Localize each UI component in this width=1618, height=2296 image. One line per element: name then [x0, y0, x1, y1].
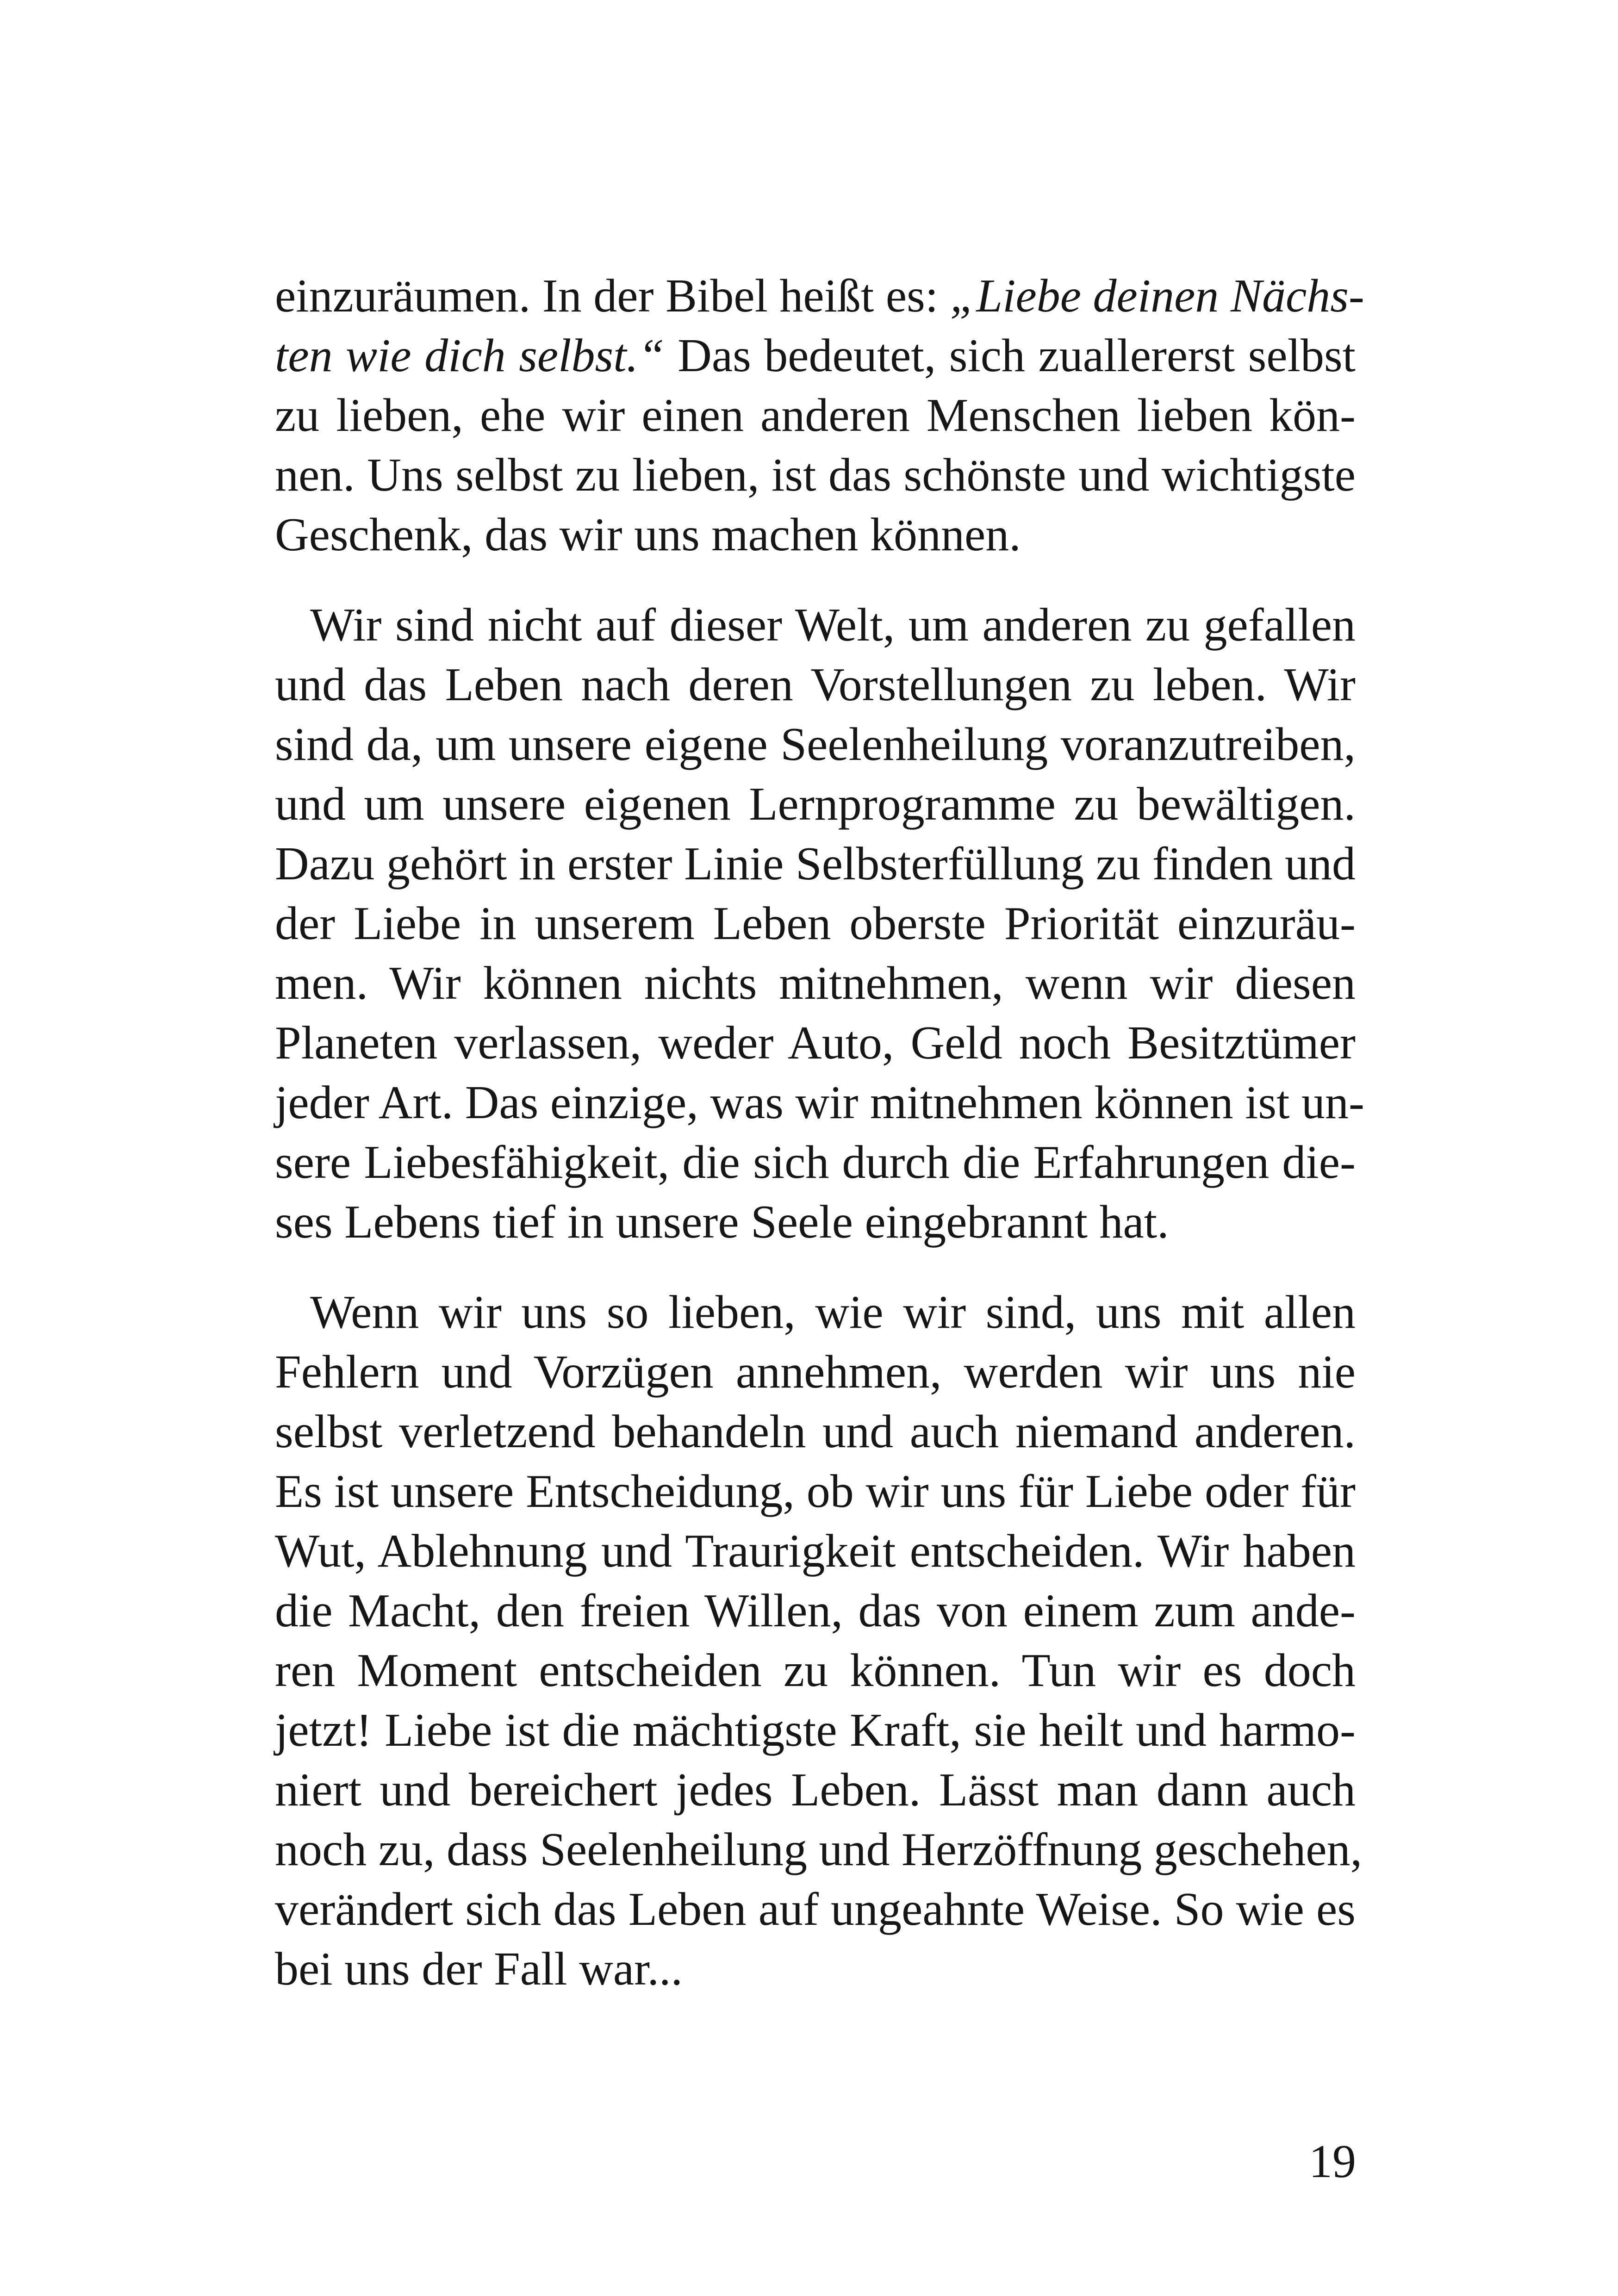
text-line — [275, 1342, 1356, 1402]
text-segment: einzuräumen. In der Bibel heißt es: — [275, 270, 950, 322]
text-segment: sind da, um unsere eigene Seelenheilung voranzutreiben, — [275, 718, 1356, 771]
text-segment: und das Leben nach deren Vorstellungen zu leben. Wir — [275, 659, 1356, 711]
text-segment: verändert sich das Leben auf ungeahnte Weise. So wie es — [275, 1883, 1356, 1935]
page-number: 19 — [1309, 2135, 1356, 2188]
text-segment: sere Liebesfähigkeit, die sich durch die Erfahrungen die- — [275, 1136, 1356, 1188]
text-line — [275, 715, 1356, 774]
text-line — [275, 1700, 1356, 1760]
italic-quote: ten wie dich selbst.“ — [275, 330, 665, 382]
text-line — [275, 1879, 1356, 1939]
text-segment: Wenn wir uns so lieben, wie wir sind, uns mit allen — [310, 1286, 1356, 1338]
text-line — [275, 953, 1356, 1013]
text-segment: selbst verletzend behandeln und auch niemand anderen. — [275, 1406, 1356, 1458]
paragraph — [275, 1282, 1363, 1999]
text-segment: ses Lebens tief in unsere Seele eingebrannt hat. — [275, 1196, 1169, 1248]
text-line — [275, 445, 1356, 505]
text-segment: die Macht, den freien Willen, das von einem zum ande- — [275, 1585, 1356, 1637]
text-segment: Das bedeutet, sich zuallererst selbst — [664, 330, 1356, 382]
text-line — [275, 386, 1356, 445]
text-line — [275, 326, 1356, 386]
text-line — [275, 1282, 1356, 1342]
text-segment: Fehlern und Vorzügen annehmen, werden wir uns nie — [275, 1346, 1356, 1398]
text-line — [275, 505, 1356, 565]
text-line — [275, 894, 1356, 953]
italic-quote: „Liebe deinen Nächs- — [950, 270, 1364, 322]
paragraph — [275, 266, 1364, 565]
text-segment: jetzt! Liebe ist die mächtigste Kraft, sie heilt und harmo- — [275, 1704, 1356, 1756]
text-line — [275, 1641, 1356, 1700]
paragraph-gap — [275, 1252, 1356, 1282]
paragraph-gap — [275, 565, 1356, 595]
text-line — [275, 834, 1356, 894]
text-segment: Wir sind nicht auf dieser Welt, um anderen zu gefallen — [310, 599, 1356, 651]
text-line — [275, 1462, 1356, 1521]
text-segment: men. Wir können nichts mitnehmen, wenn wir diesen — [275, 957, 1356, 1009]
text-line — [275, 1820, 1363, 1879]
text-segment: Planeten verlassen, weder Auto, Geld noch Besitztümer — [275, 1017, 1356, 1069]
text-segment: Wut, Ablehnung und Traurigkeit entscheiden. Wir haben — [275, 1525, 1356, 1577]
text-segment: zu lieben, ehe wir einen anderen Menschen lieben kön- — [275, 389, 1356, 442]
text-segment: Geschenk, das wir uns machen können. — [275, 509, 1021, 561]
text-segment: der Liebe in unserem Leben oberste Priorität einzuräu- — [275, 897, 1356, 950]
text-line — [275, 1581, 1356, 1641]
text-segment: ren Moment entscheiden zu können. Tun wir es doch — [275, 1644, 1356, 1697]
text-segment: Dazu gehört in erster Linie Selbsterfüllung zu finden und — [275, 838, 1356, 890]
paragraph — [275, 595, 1364, 1252]
text-line — [275, 1939, 1356, 1999]
text-segment: jeder Art. Das einzige, was wir mitnehmen können ist un- — [275, 1076, 1364, 1129]
text-line — [275, 1013, 1356, 1073]
text-segment: noch zu, dass Seelenheilung und Herzöffnung geschehen, — [275, 1823, 1363, 1876]
text-line — [275, 774, 1356, 834]
text-line — [275, 1760, 1356, 1820]
text-segment: und um unsere eigenen Lernprogramme zu bewältigen. — [275, 778, 1356, 830]
text-line — [275, 1521, 1356, 1581]
body-text — [275, 266, 1364, 1999]
text-segment: niert und bereichert jedes Leben. Lässt man dann auch — [275, 1764, 1356, 1816]
text-line — [275, 655, 1356, 715]
text-line — [275, 266, 1364, 326]
text-line — [275, 1132, 1356, 1192]
text-line — [275, 1402, 1356, 1462]
text-segment: bei uns der Fall war... — [275, 1943, 683, 1995]
text-segment: Es ist unsere Entscheidung, ob wir uns für Liebe oder für — [275, 1465, 1356, 1518]
text-line — [275, 1192, 1356, 1252]
text-segment: nen. Uns selbst zu lieben, ist das schönste und wichtigste — [275, 449, 1356, 501]
text-line — [275, 595, 1356, 655]
text-line — [275, 1073, 1364, 1132]
